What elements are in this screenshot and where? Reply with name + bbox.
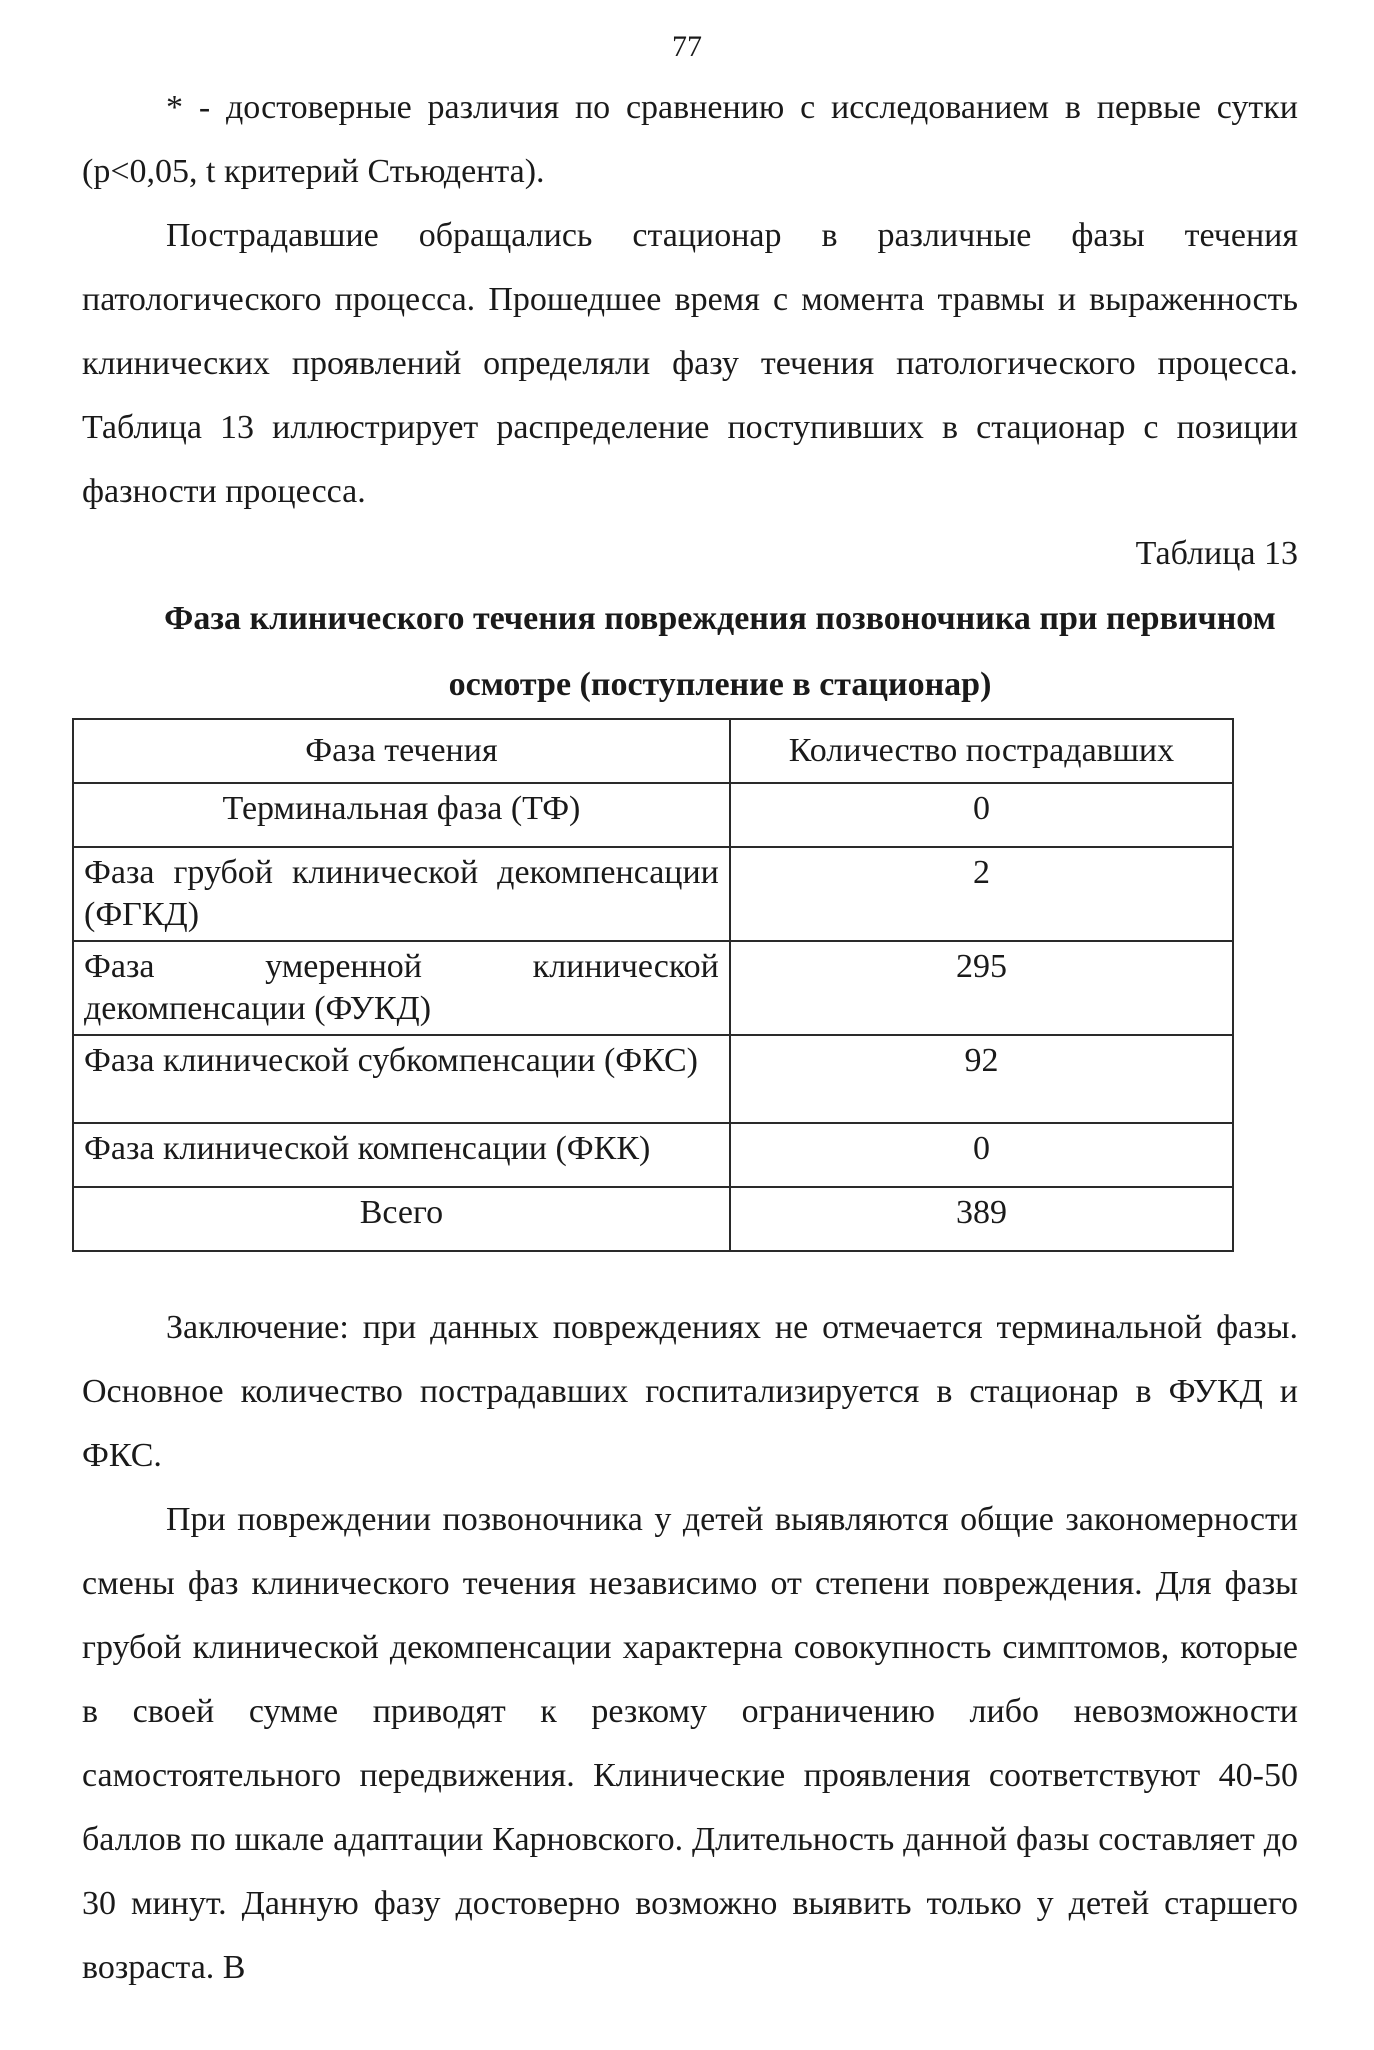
count-cell: 295 — [730, 941, 1233, 1035]
count-cell: 0 — [730, 783, 1233, 847]
count-cell: 92 — [730, 1035, 1233, 1123]
table-total-row — [73, 1187, 1233, 1251]
header-phase: Фаза течения — [73, 719, 730, 783]
table-row — [73, 1123, 1233, 1187]
intro-paragraph: Пострадавшие обращались стационар в различные фазы течения патологического процесса. Прошедшее время с момента травмы и выраженность клинических проявлений определяли фазу течения патологического процесса. Таблица 13 иллюстрирует распределение поступивших в стационар с позиции фазности процесса. — [82, 217, 1298, 510]
total-label-cell: Всего — [73, 1187, 730, 1251]
body-paragraph: При повреждении позвоночника у детей выявляются общие закономерности смены фаз клинического течения независимо от степени повреждения. Для фазы грубой клинической декомпенсации характерна совокупность симптомов, которые в своей сумме приводят к резкому ограничению либо невозможности самостоятельного передвижения. Клинические проявления соответствуют 40-50 баллов по шкале адаптации Карновского. Длительность данной фазы составляет до 30 минут. Данную фазу достоверно возможно выявить только у детей старшего возраста. В — [82, 1501, 1298, 1986]
table-row — [73, 1035, 1233, 1123]
count-cell: 0 — [730, 1123, 1233, 1187]
table-header-row — [73, 719, 1233, 783]
header-count: Количество пострадавших — [730, 719, 1233, 783]
page-number: 77 — [672, 30, 702, 63]
phase-cell: Фаза клинической субкомпенсации (ФКС) — [73, 1035, 730, 1123]
table-row — [73, 847, 1233, 941]
phase-cell: Фаза умеренной клинической декомпенсации (ФУКД) — [73, 941, 730, 1035]
conclusion-paragraph: Заключение: при данных повреждениях не отмечается терминальной фазы. Основное количество пострадавших госпитализируется в стационар в ФУКД и ФКС. — [82, 1309, 1298, 1474]
table-label: Таблица 13 — [1135, 535, 1298, 572]
phase-cell: Терминальная фаза (ТФ) — [73, 783, 730, 847]
total-count-cell: 389 — [730, 1187, 1233, 1251]
phase-cell: Фаза клинической компенсации (ФКК) — [73, 1123, 730, 1187]
table-row — [73, 783, 1233, 847]
phase-table — [72, 718, 1234, 1252]
table-row — [73, 941, 1233, 1035]
table-title: Фаза клинического течения повреждения позвоночника при первичном осмотре (поступление в стационар) — [164, 600, 1276, 703]
phase-cell: Фаза грубой клинической декомпенсации (ФГКД) — [73, 847, 730, 941]
count-cell: 2 — [730, 847, 1233, 941]
significance-footnote: * - достоверные различия по сравнению с исследованием в первые сутки (p<0,05, t критерий Стьюдента). — [82, 89, 1298, 190]
